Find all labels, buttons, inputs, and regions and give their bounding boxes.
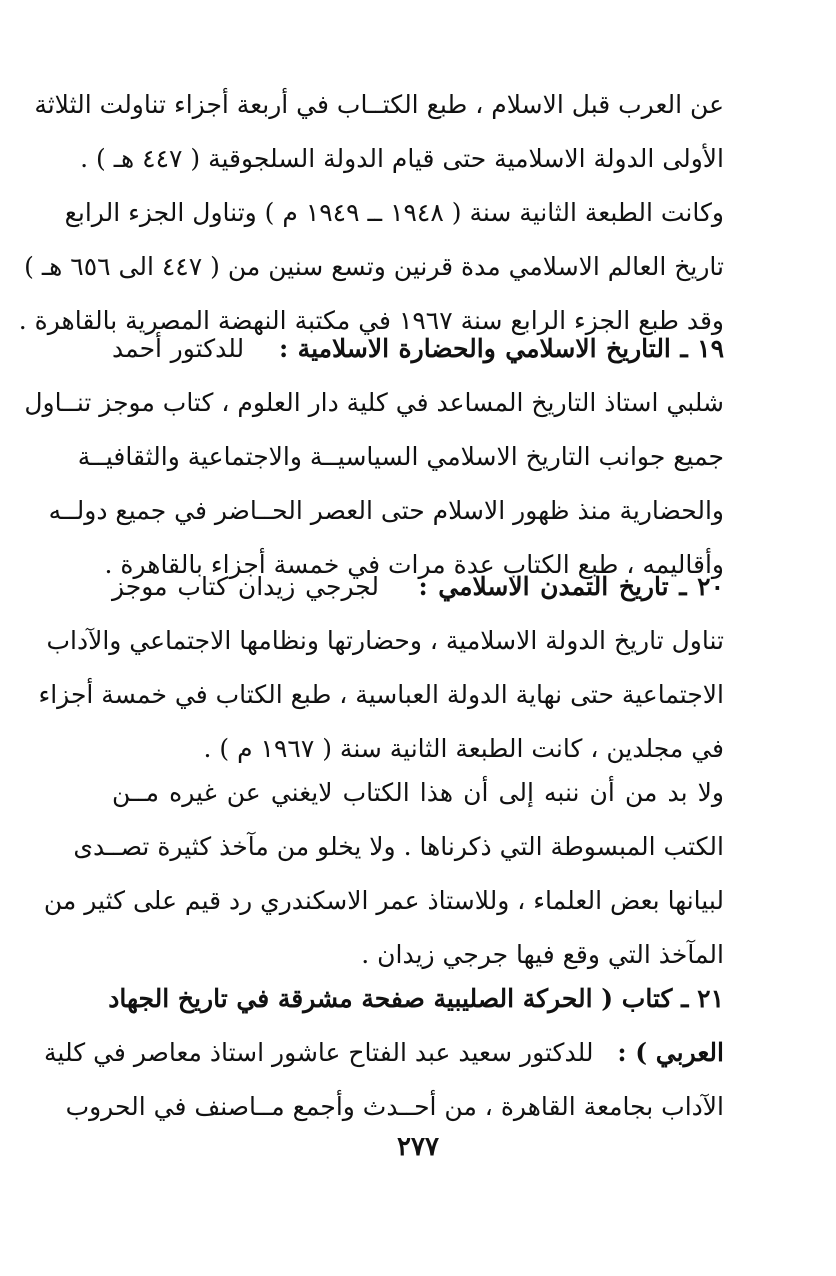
entry-heading-continued: العربي ) : <box>617 1038 724 1067</box>
entry-19 <box>24 322 724 592</box>
entry-heading: ٢١ ـ كتاب ( الحركة الصليبية صفحة مشرقة في تاريخ الجهاد <box>108 984 724 1013</box>
text-line: تاريخ العالم الاسلامي مدة قرنين وتسع سنين من ( ٤٤٧ الى ٦٥٦ هـ ) <box>24 252 724 281</box>
text-line: الكتب المبسوطة التي ذكرناها . ولا يخلو من مآخذ كثيرة تصــدى <box>73 832 724 861</box>
intro-paragraph <box>18 78 724 348</box>
text-line: جميع جوانب التاريخ الاسلامي السياسيــة والاجتماعية والثقافيــة <box>77 442 724 471</box>
entry-heading-line <box>44 1026 724 1080</box>
text-line: وأقاليمه ، طبع الكتاب عدة مرات في خمسة أجزاء بالقاهرة . <box>104 550 724 579</box>
entry-heading-line <box>112 322 724 376</box>
text-line: الاجتماعية حتى نهاية الدولة العباسية ، طبع الكتاب في خمسة أجزاء <box>38 680 724 709</box>
text-line: شلبي استاذ التاريخ المساعد في كلية دار العلوم ، كتاب موجز تنــاول <box>24 388 724 417</box>
entry-20 <box>38 560 724 776</box>
text-line: المآخذ التي وقع فيها جرجي زيدان . <box>361 940 724 969</box>
entry-heading: ١٩ ـ التاريخ الاسلامي والحضارة الاسلامية : <box>278 334 724 363</box>
text-line: الآداب بجامعة القاهرة ، من أحــدث وأجمع مــاصنف في الحروب <box>65 1092 724 1121</box>
entry-21 <box>44 972 724 1134</box>
text-line: والحضارية منذ ظهور الاسلام حتى العصر الحــاضر في جميع دولــه <box>48 496 724 525</box>
text-line: عن العرب قبل الاسلام ، طبع الكتــاب في أربعة أجزاء تناولت الثلاثة <box>34 90 724 119</box>
text-line: ولا بد من أن ننبه إلى أن هذا الكتاب لايغني عن غيره مــن <box>112 778 724 807</box>
entry-author: لجرجي زيدان كتاب موجز <box>112 572 380 601</box>
note-paragraph <box>43 766 724 982</box>
entry-author: للدكتور سعيد عبد الفتاح عاشور استاذ معاصر في كلية <box>44 1038 594 1067</box>
text-line: لبيانها بعض العلماء ، وللاستاذ عمر الاسكندري رد قيم على كثير من <box>43 886 724 915</box>
entry-author: للدكتور أحمد <box>112 334 245 363</box>
page-number: ٢٧٧ <box>397 1132 439 1162</box>
text-line: تناول تاريخ الدولة الاسلامية ، وحضارتها ونظامها الاجتماعي والآداب <box>46 626 724 655</box>
text-line: وقد طبع الجزء الرابع سنة ١٩٦٧ في مكتبة النهضة المصرية بالقاهرة . <box>18 306 724 335</box>
text-line: في مجلدين ، كانت الطبعة الثانية سنة ( ١٩٦٧ م ) . <box>203 734 724 763</box>
entry-heading-line <box>112 560 724 614</box>
text-line: وكانت الطبعة الثانية سنة ( ١٩٤٨ ــ ١٩٤٩ م ) وتناول الجزء الرابع <box>64 198 724 227</box>
text-line: الأولى الدولة الاسلامية حتى قيام الدولة السلجوقية ( ٤٤٧ هـ ) . <box>80 144 724 173</box>
entry-heading: ٢٠ ـ تاريخ التمدن الاسلامي : <box>418 572 724 601</box>
